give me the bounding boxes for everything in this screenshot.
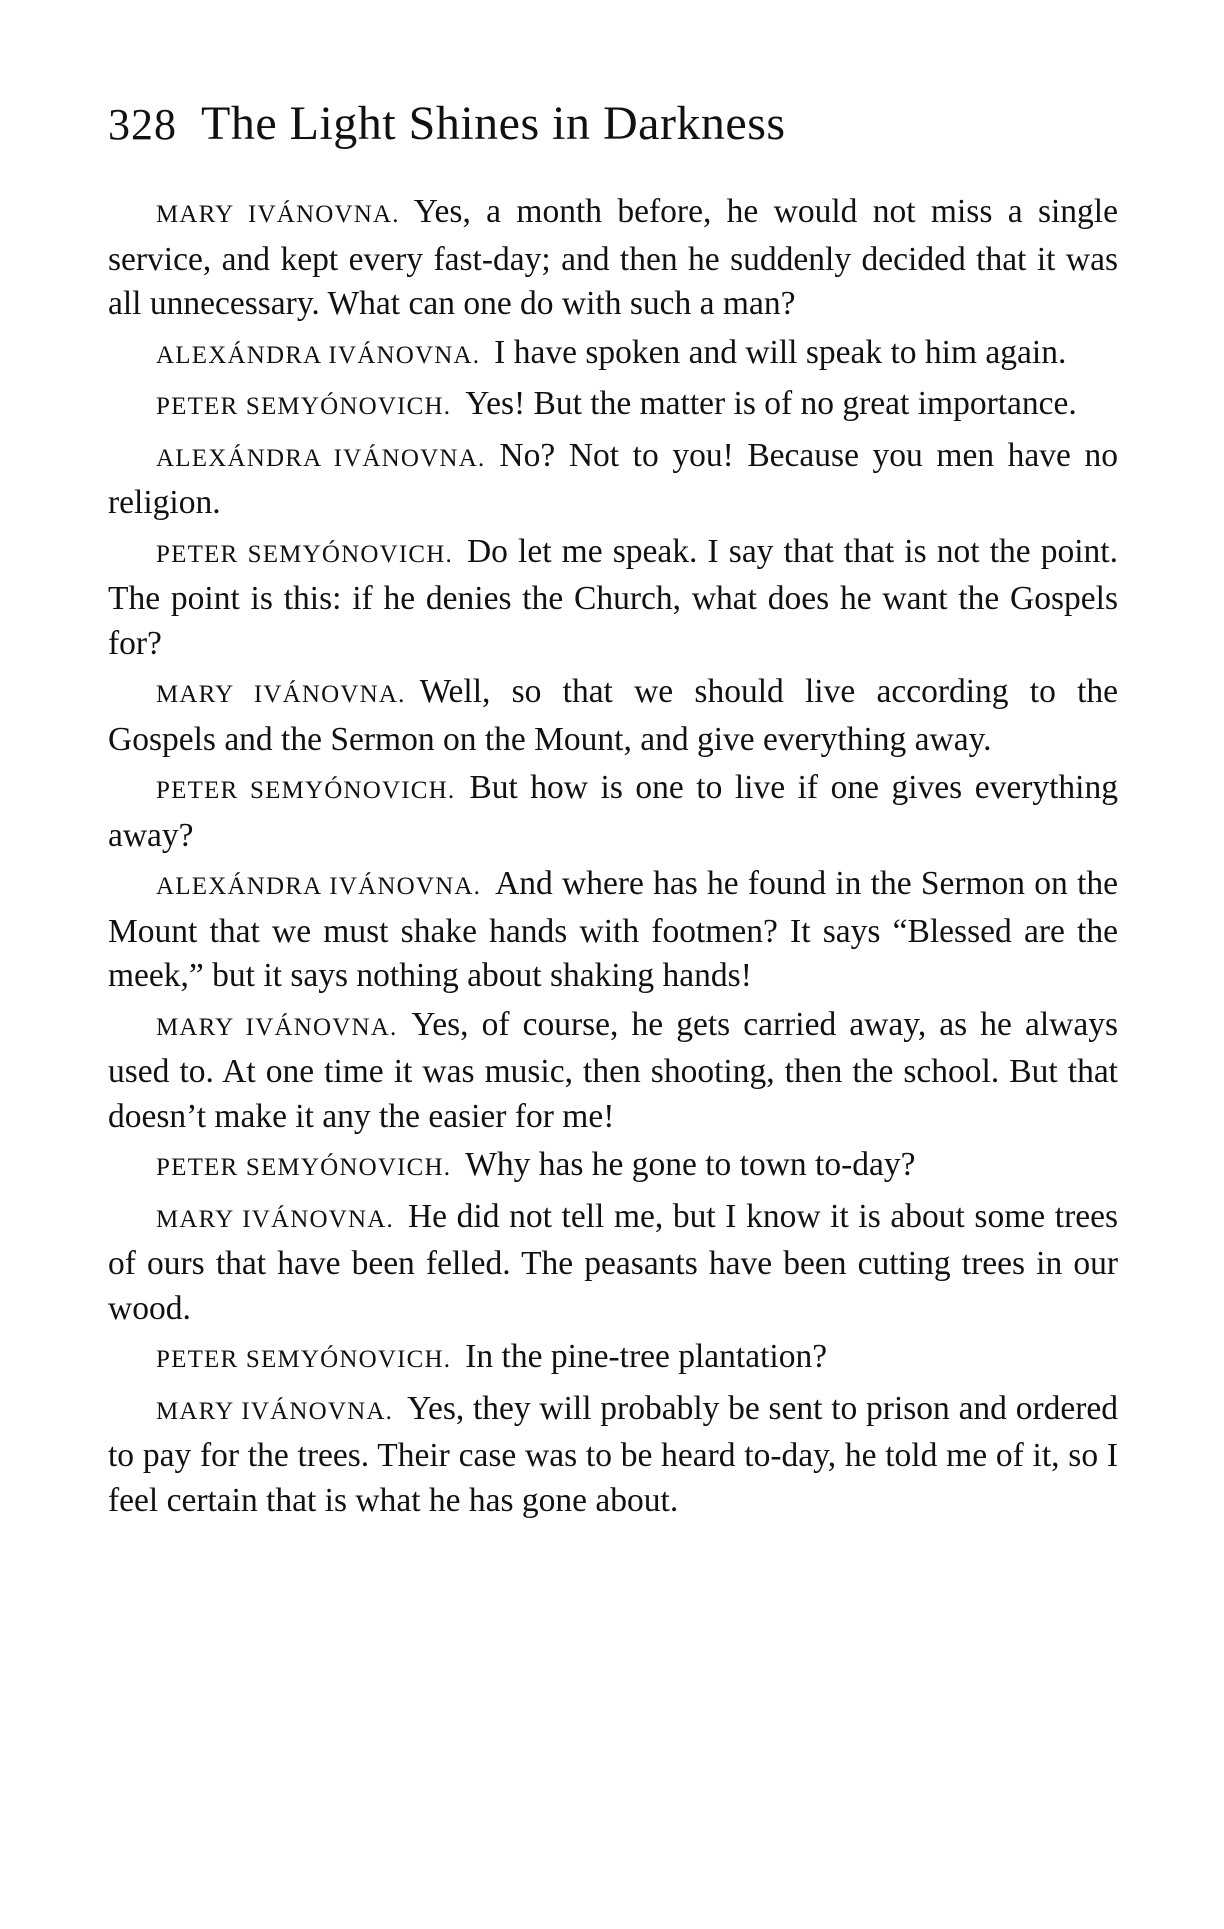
dialogue-text: He did not tell me, but I know it is about some trees of ours that have been felled. The peasants have been cutting trees in our wood. <box>108 1197 1118 1327</box>
speaker-name: MARY IVÁNOVNA. <box>156 681 406 708</box>
dialogue-text: Yes, a month before, he would not miss a single service, and kept every fast-day; and then he suddenly decided that it was all unnecessary. What can one do with such a man? <box>108 193 1118 322</box>
dialogue-line <box>108 670 1118 762</box>
dialogue-line <box>108 862 1118 999</box>
page-header <box>108 96 1118 186</box>
dialogue-line <box>108 1335 1118 1383</box>
dialogue-line <box>108 766 1118 858</box>
dialogue-line <box>108 1195 1118 1332</box>
dialogue-line <box>108 434 1118 526</box>
dialogue-text: And where has he found in the Sermon on the Mount that we must shake hands with footmen? It says “Blessed are the meek,” but it says nothing about shaking hands! <box>108 865 1118 994</box>
dialogue-text: Yes, they will probably be sent to prison and ordered to pay for the trees. Their case was to be heard to-day, he told me of it, so I feel certain that is what he has gone about. <box>108 1389 1118 1519</box>
dialogue-line <box>108 1143 1118 1191</box>
speaker-name: MARY IVÁNOVNA. <box>156 1205 394 1233</box>
dialogue-line <box>108 331 1118 379</box>
speaker-name: ALEXÁNDRA IVÁNOVNA. <box>156 444 486 472</box>
speaker-name: MARY IVÁNOVNA. <box>156 201 400 228</box>
dialogue-text: Why has he gone to town to-day? <box>465 1146 916 1183</box>
dialogue-line <box>108 382 1118 430</box>
dialogue-line <box>108 530 1118 667</box>
speaker-name: PETER SEMYÓNOVICH. <box>156 393 452 420</box>
speaker-name: PETER SEMYÓNOVICH. <box>156 777 456 804</box>
dialogue-text: But how is one to live if one gives everything away? <box>108 769 1118 854</box>
dialogue-text: Yes! But the matter is of no great importance. <box>465 385 1077 422</box>
speaker-name: PETER SEMYÓNOVICH. <box>156 1154 452 1181</box>
dialogue-line <box>108 1387 1118 1524</box>
speaker-name: PETER SEMYÓNOVICH. <box>156 1346 452 1373</box>
dialogue-line <box>108 190 1118 327</box>
page-number: 328 <box>108 100 177 149</box>
dialogue-body <box>108 190 1118 1523</box>
dialogue-text: Do let me speak. I say that that is not the point. The point is this: if he denies the Church, what does he want the Gospels for? <box>108 532 1118 662</box>
dialogue-text: I have spoken and will speak to him again. <box>494 333 1067 371</box>
speaker-name: MARY IVÁNOVNA. <box>156 1013 398 1041</box>
speaker-name: ALEXÁNDRA IVÁNOVNA. <box>156 341 481 369</box>
dialogue-line <box>108 1003 1118 1140</box>
dialogue-text: In the pine-tree plantation? <box>465 1338 828 1375</box>
dialogue-text: Well, so that we should live according to the Gospels and the Sermon on the Mount, and give everything away. <box>108 673 1118 758</box>
running-title: The Light Shines in Darkness <box>201 97 786 150</box>
dialogue-text: No? Not to you! Because you men have no religion. <box>108 436 1119 521</box>
speaker-name: ALEXÁNDRA IVÁNOVNA. <box>156 873 482 900</box>
speaker-name: MARY IVÁNOVNA. <box>156 1397 394 1425</box>
book-page <box>108 96 1118 1527</box>
speaker-name: PETER SEMYÓNOVICH. <box>156 540 453 568</box>
dialogue-text: Yes, of course, he gets carried away, as he always used to. At one time it was music, then shooting, then the school. But that doesn’t make it any the easier for me! <box>108 1005 1118 1135</box>
